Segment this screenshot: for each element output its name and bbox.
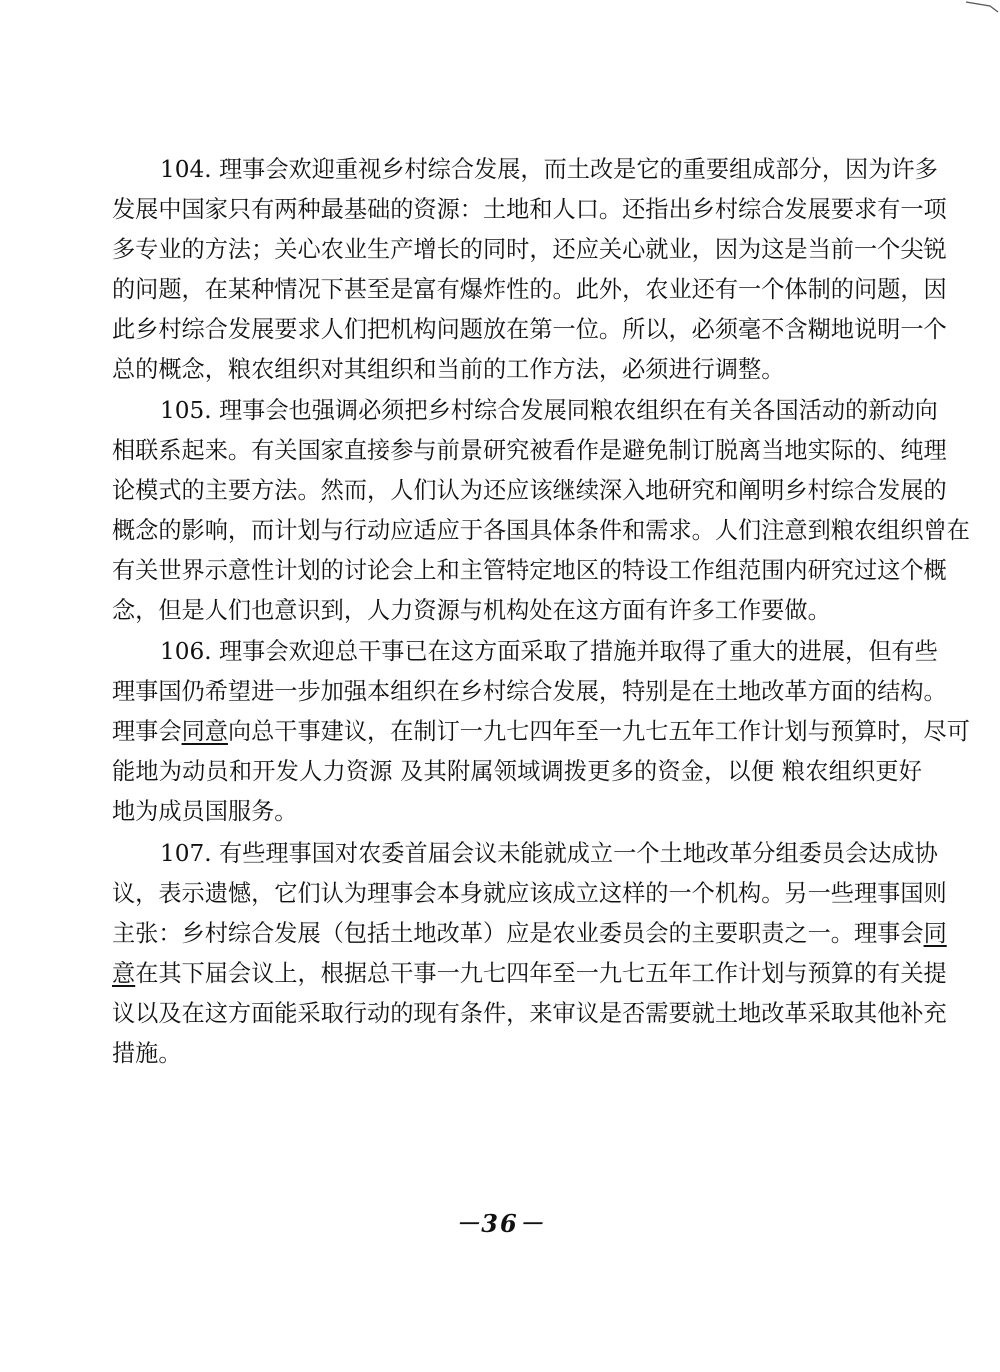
line-text: 向总干事建议，在制订一九七四年至一九七五年工作计划与预算时，尽可 [227,718,970,745]
paragraph-line: 106. 理事会欢迎总干事已在这方面采取了措施并取得了重大的进展，但有些 [160,638,938,665]
corner-scan-mark [960,0,1000,14]
paragraph-line: 措施。 [112,1040,182,1067]
paragraph-line [112,712,970,752]
paragraph-line: 理事国仍希望进一步加强本组织在乡村综合发展，特别是在土地改革方面的结构。 [112,678,947,705]
paragraph-line: 念，但是人们也意识到，人力资源与机构处在这方面有许多工作要做。 [112,597,831,624]
paragraph-line: 此乡村综合发展要求人们把机构问题放在第一位。所以，必须毫不含糊地说明一个 [112,316,947,343]
paragraph-line: 有关世界示意性计划的讨论会上和主管特定地区的特设工作组范围内研究过这个概 [112,557,947,584]
paragraph-line [112,954,947,994]
paragraph-line: 能地为动员和开发人力资源 及其附属领域调拨更多的资金，以便 粮农组织更好 [112,758,922,785]
paragraph-line: 概念的影响，而计划与行动应适应于各国具体条件和需求。人们注意到粮农组织曾在 [112,517,970,544]
underlined-word: 同意 [181,718,228,745]
line-text: 在其下届会议上，根据总干事一九七四年至一九七五年工作计划与预算的有关提 [135,960,947,987]
paragraph-line: 论模式的主要方法。然而，人们认为还应该继续深入地研究和阐明乡村综合发展的 [112,477,947,504]
paragraph-line: 发展中国家只有两种最基础的资源：土地和人口。还指出乡村综合发展要求有一项 [112,196,947,223]
paragraph-line: 的问题，在某种情况下甚至是富有爆炸性的。此外，农业还有一个体制的问题，因 [112,276,947,303]
paragraph-line: 104. 理事会欢迎重视乡村综合发展，而土改是它的重要组成部分，因为许多 [160,156,938,183]
paragraph-line: 议以及在这方面能采取行动的现有条件，来审议是否需要就土地改革采取其他补充 [112,1000,947,1027]
paragraph-line [112,914,947,954]
paragraph-line: 相联系起来。有关国家直接参与前景研究被看作是避免制订脱离当地实际的、纯理 [112,437,947,464]
paragraph-line: 议，表示遗憾，它们认为理事会本身就应该成立这样的一个机构。另一些理事国则 [112,880,947,907]
line-text: 理事会 [112,718,182,745]
paragraph-line: 多专业的方法；关心农业生产增长的同时，还应关心就业，因为这是当前一个尖锐 [112,236,947,263]
paragraph-line: 105. 理事会也强调必须把乡村综合发展同粮农组织在有关各国活动的新动向 [160,397,938,424]
line-text: 主张：乡村综合发展（包括土地改革）应是农业委员会的主要职责之一。理事会 [112,920,924,947]
paragraph-line: 地为成员国服务。 [112,798,298,825]
underlined-word: 同 [923,920,947,947]
paragraph-line: 107. 有些理事国对农委首届会议未能就成立一个土地改革分组委员会达成协 [160,840,938,867]
page-number: －36－ [455,1209,545,1238]
underlined-word: 意 [112,960,136,987]
paragraph-line: 总的概念，粮农组织对其组织和当前的工作方法，必须进行调整。 [112,356,785,383]
